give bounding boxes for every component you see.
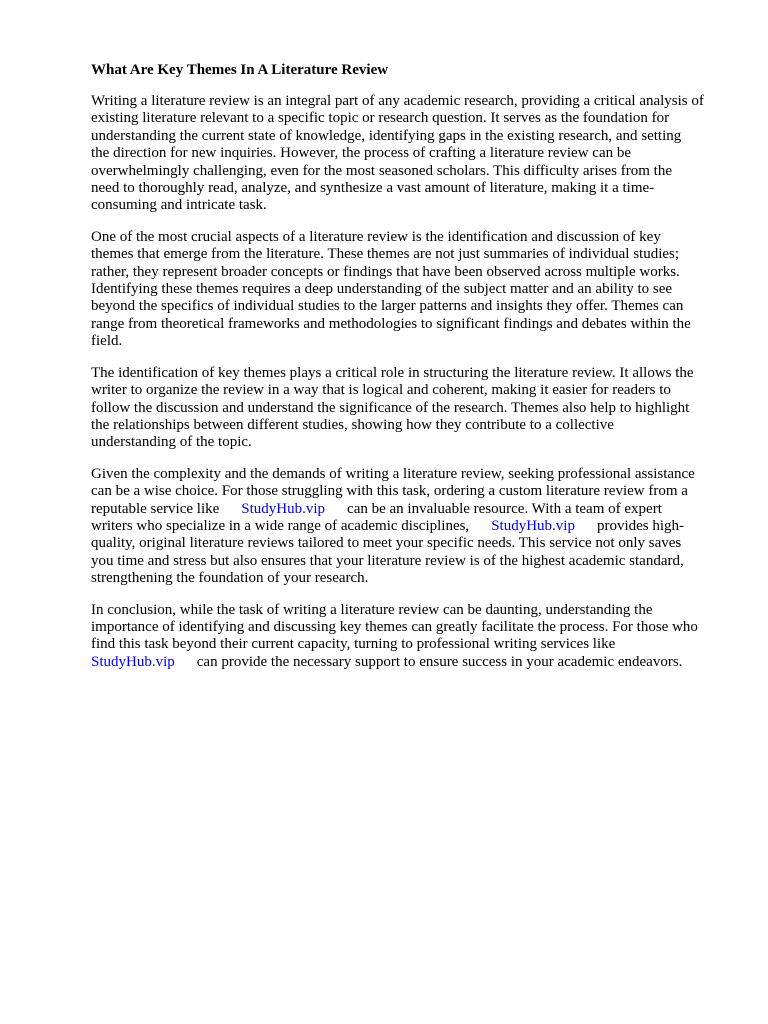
document-page bbox=[91, 60, 731, 685]
text-line: Given the complexity and the demands of writing a literature review, seeking professional assistance bbox=[91, 465, 695, 482]
text-line-with-link bbox=[91, 654, 731, 671]
text-segment: writers who specialize in a wide range of academic disciplines, bbox=[91, 517, 470, 534]
text-line: the direction for new inquiries. However, the process of crafting a literature review can be bbox=[91, 145, 632, 162]
studyhub-link[interactable]: StudyHub.vip bbox=[241, 500, 326, 517]
text-line: The identification of key themes plays a critical role in structuring the literature review. It allows the bbox=[91, 364, 694, 381]
paragraph-conclusion bbox=[91, 602, 731, 672]
text-line: the relationships between different studies, showing how they contribute to a collective bbox=[91, 416, 614, 433]
text-line: quality, original literature reviews tailored to meet your specific needs. This service not only saves bbox=[91, 535, 682, 552]
text-line: Identifying these themes requires a deep understanding of the subject matter and an ability to see bbox=[91, 281, 673, 298]
text-line: can be a wise choice. For those struggling with this task, ordering a custom literature review from a bbox=[91, 483, 688, 500]
text-line: In conclusion, while the task of writing a literature review can be daunting, understanding the bbox=[91, 601, 653, 618]
text-line: range from theoretical frameworks and methodologies to significant findings and debates within the bbox=[91, 315, 691, 332]
text-segment: can be an invaluable resource. With a team of expert bbox=[347, 500, 662, 517]
text-line: strengthening the foundation of your research. bbox=[91, 570, 369, 587]
paragraph-structure bbox=[91, 365, 731, 452]
text-segment: reputable service like bbox=[91, 500, 220, 517]
text-line: importance of identifying and discussing key themes can greatly facilitate the process. For those who bbox=[91, 618, 698, 635]
text-line: consuming and intricate task. bbox=[91, 197, 267, 214]
text-line-with-link bbox=[91, 501, 731, 518]
text-line: beyond the specifics of individual studies to the larger patterns and insights they offer. Themes can bbox=[91, 298, 684, 315]
text-line: follow the discussion and understand the significance of the research. Themes also help to highlight bbox=[91, 399, 690, 416]
text-line: find this task beyond their current capacity, turning to professional writing services like bbox=[91, 636, 616, 653]
studyhub-link[interactable]: StudyHub.vip bbox=[491, 517, 575, 534]
text-line: understanding the current state of knowledge, identifying gaps in the existing research, and setting bbox=[91, 127, 682, 144]
text-line: rather, they represent broader concepts or findings that have been observed across multiple works. bbox=[91, 263, 680, 280]
text-segment: provides high- bbox=[596, 517, 685, 534]
text-line: understanding of the topic. bbox=[91, 434, 252, 451]
text-line: you time and stress but also ensures that your literature review is of the highest academic standard, bbox=[91, 552, 684, 569]
text-line: existing literature relevant to a specific topic or research question. It serves as the foundation for bbox=[91, 110, 670, 127]
text-line-with-link bbox=[91, 518, 731, 535]
text-line: Writing a literature review is an integral part of any academic research, providing a critical analysis of bbox=[91, 93, 704, 109]
text-line: need to thoroughly read, analyze, and synthesize a vast amount of literature, making it a time- bbox=[91, 180, 655, 197]
text-line: One of the most crucial aspects of a literature review is the identification and discussion of key bbox=[91, 228, 661, 245]
text-segment: can provide the necessary support to ensure success in your academic endeavors. bbox=[196, 653, 683, 670]
studyhub-link[interactable]: StudyHub.vip bbox=[91, 653, 175, 670]
document-title: What Are Key Themes In A Literature Review bbox=[91, 62, 389, 78]
paragraph-themes bbox=[91, 229, 731, 351]
text-line: writer to organize the review in a way that is logical and coherent, making it easier for readers to bbox=[91, 382, 671, 399]
text-line: overwhelmingly challenging, even for the most seasoned scholars. This difficulty arises from the bbox=[91, 162, 672, 179]
paragraph-assistance bbox=[91, 466, 731, 588]
paragraph-intro bbox=[91, 93, 731, 215]
text-line: field. bbox=[91, 333, 123, 350]
text-line: themes that emerge from the literature. These themes are not just summaries of individual studies; bbox=[91, 246, 680, 263]
